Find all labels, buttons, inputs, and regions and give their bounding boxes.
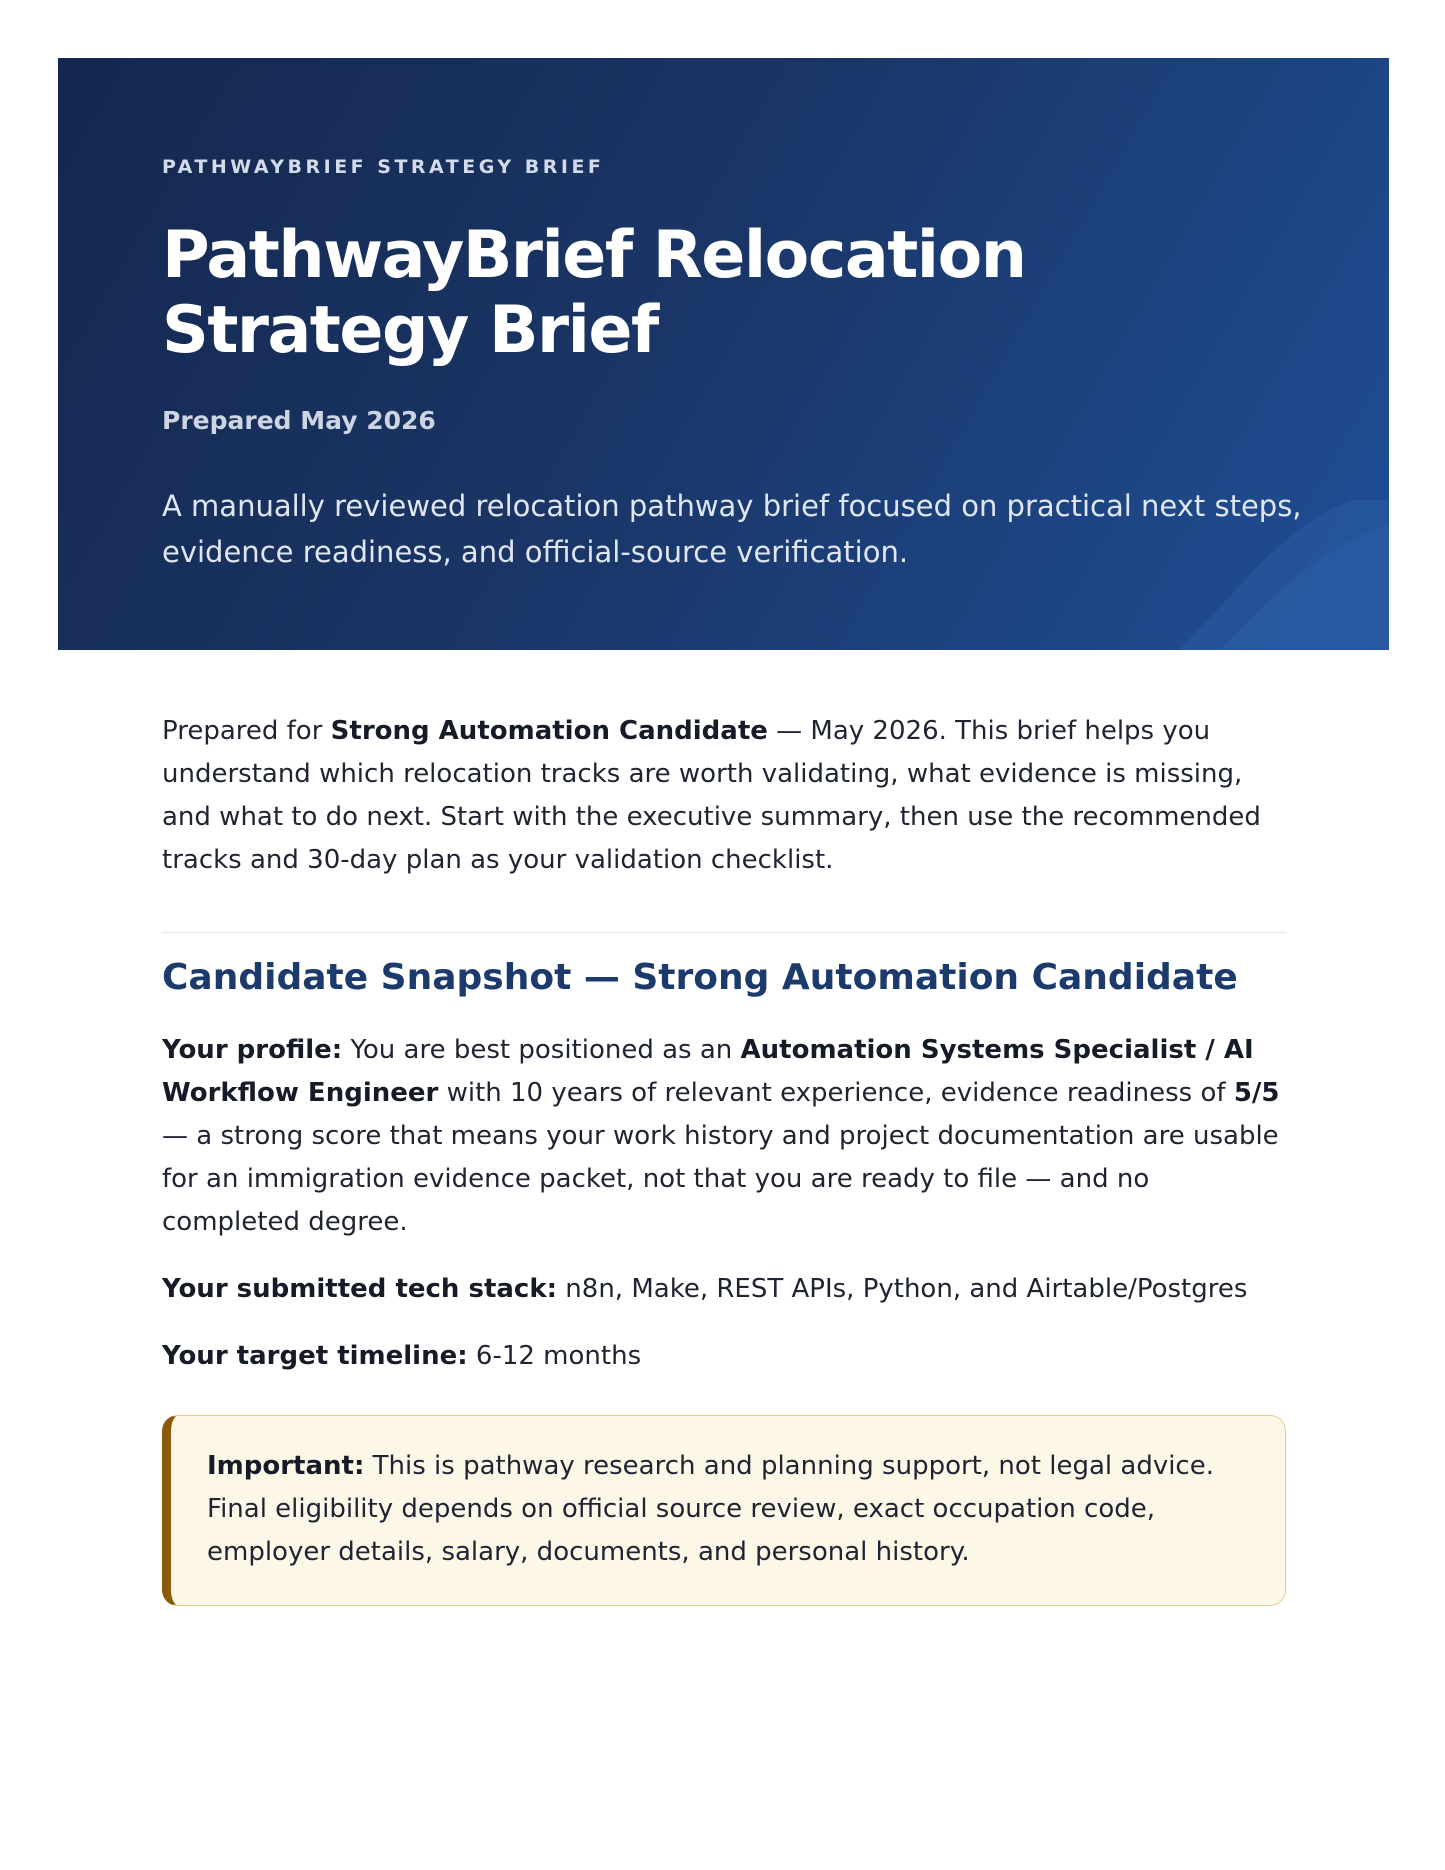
profile-role: Automation Systems Specialist / AI Workflow Engineer — [162, 1035, 1254, 1108]
tech-stack-label: Your submitted tech stack: — [162, 1274, 558, 1304]
brief-eyebrow: PATHWAYBRIEF STRATEGY BRIEF — [162, 156, 605, 178]
intro-prefix: Prepared for — [162, 716, 331, 746]
timeline-paragraph — [162, 1335, 1286, 1378]
page-title: PathwayBrief Relocation Strategy Brief — [162, 218, 1026, 368]
hero-subtitle: A manually reviewed relocation pathway brief focused on practical next steps, evidence readiness, and official-source verification. — [162, 489, 1302, 569]
profile-paragraph — [162, 1029, 1286, 1244]
section-divider — [162, 932, 1286, 933]
prepared-date: Prepared May 2026 — [162, 406, 436, 435]
timeline-label: Your target timeline: — [162, 1341, 468, 1371]
legal-notice-callout — [162, 1415, 1286, 1606]
timeline-value: 6-12 months — [467, 1341, 642, 1371]
profile-text-3: — a strong score that means your work history and project documentation are usable for an immigration evidence packet, not that you are ready to file — and no completed degree. — [162, 1121, 1279, 1237]
notice-text: This is pathway research and planning support, not legal advice. Final eligibility depends on official source review, exact occupation code, employer details, salary, documents, and personal history. — [207, 1451, 1214, 1567]
tech-stack-paragraph — [162, 1268, 1286, 1311]
intro-paragraph — [162, 710, 1286, 882]
hero-banner — [58, 58, 1389, 650]
intro-text: — May 2026. This brief helps you understand which relocation tracks are worth validating, what evidence is missing, and what to do next. Start with the executive summary, then use the recommended tracks and 30-day plan as your validation checklist. — [162, 716, 1261, 875]
profile-text-1: You are best positioned as an — [342, 1035, 741, 1065]
profile-score: 5/5 — [1233, 1078, 1280, 1108]
profile-text-2: with 10 years of relevant experience, evidence readiness of — [438, 1078, 1234, 1108]
profile-label: Your profile: — [162, 1035, 343, 1065]
brief-content — [162, 710, 1286, 1606]
tech-stack-value: n8n, Make, REST APIs, Python, and Airtable/Postgres — [557, 1274, 1248, 1304]
notice-label: Important: — [207, 1451, 365, 1481]
snapshot-heading: Candidate Snapshot — Strong Automation Candidate — [162, 957, 1238, 998]
intro-candidate-name: Strong Automation Candidate — [330, 716, 768, 746]
